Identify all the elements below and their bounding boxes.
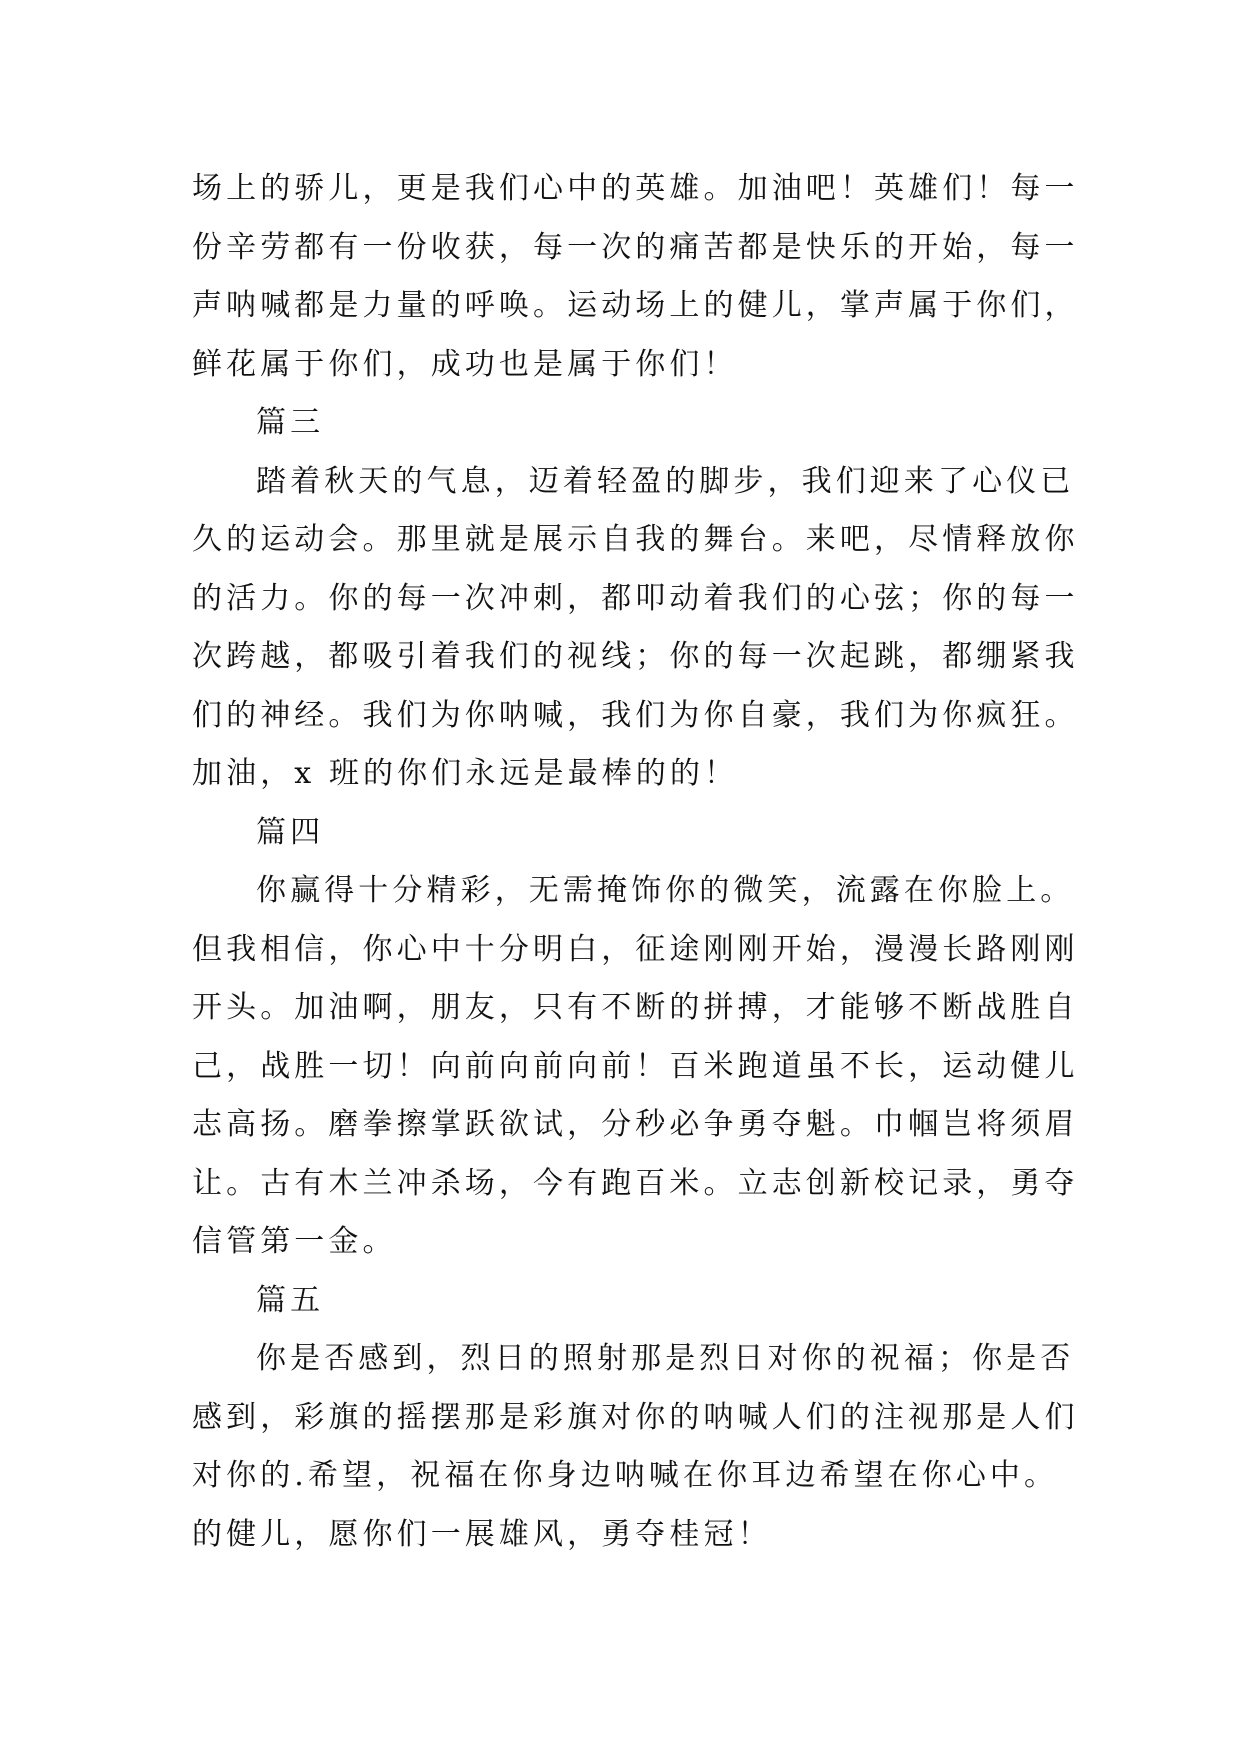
body-line: 踏着秋天的气息，迈着轻盈的脚步，我们迎来了心仪已 bbox=[256, 463, 1075, 499]
document-body bbox=[192, 160, 1079, 1564]
body-line: 的健儿，愿你们一展雄风，勇夺桂冠！ bbox=[192, 1516, 772, 1552]
body-line: 加油，x 班的你们永远是最棒的的！ bbox=[192, 756, 739, 791]
body-line: 次跨越，都吸引着我们的视线；你的每一次起跳，都绷紧我 bbox=[192, 639, 1079, 674]
body-line: 你赢得十分精彩，无需掩饰你的微笑，流露在你脸上。 bbox=[256, 873, 1075, 908]
body-line: 对你的.希望，祝福在你身边呐喊在你耳边希望在你心中。 bbox=[192, 1458, 1059, 1493]
body-line: 们的神经。我们为你呐喊，我们为你自豪，我们为你疯狂。 bbox=[192, 697, 1079, 733]
body-line: 信管第一金。 bbox=[192, 1224, 397, 1259]
body-line: 但我相信，你心中十分明白，征途刚刚开始，漫漫长路刚刚 bbox=[192, 931, 1079, 967]
section-heading: 篇三 bbox=[256, 405, 325, 440]
body-line: 份辛劳都有一份收获，每一次的痛苦都是快乐的开始，每一 bbox=[192, 229, 1079, 265]
body-line: 你是否感到，烈日的照射那是烈日对你的祝福；你是否 bbox=[256, 1341, 1075, 1376]
body-line: 的活力。你的每一次冲刺，都叩动着我们的心弦；你的每一 bbox=[192, 580, 1079, 616]
body-line: 感到，彩旗的摇摆那是彩旗对你的呐喊人们的注视那是人们 bbox=[192, 1399, 1079, 1435]
section-heading: 篇五 bbox=[256, 1282, 325, 1318]
body-line: 鲜花属于你们，成功也是属于你们！ bbox=[192, 346, 738, 382]
body-line: 开头。加油啊，朋友，只有不断的拼搏，才能够不断战胜自 bbox=[192, 990, 1079, 1025]
body-line: 久的运动会。那里就是展示自我的舞台。来吧，尽情释放你 bbox=[192, 522, 1079, 557]
body-line: 声呐喊都是力量的呼唤。运动场上的健儿，掌声属于你们， bbox=[192, 288, 1079, 323]
section-heading: 篇四 bbox=[256, 814, 325, 850]
body-line: 场上的骄儿，更是我们心中的英雄。加油吧！英雄们！每一 bbox=[192, 171, 1079, 206]
body-line: 己，战胜一切！向前向前向前！百米跑道虽不长，运动健儿 bbox=[192, 1048, 1079, 1084]
body-line: 让。古有木兰冲杀场，今有跑百米。立志创新校记录，勇夺 bbox=[192, 1165, 1079, 1201]
body-line: 志高扬。磨拳擦掌跃欲试，分秒必争勇夺魁。巾帼岂将须眉 bbox=[192, 1107, 1079, 1142]
